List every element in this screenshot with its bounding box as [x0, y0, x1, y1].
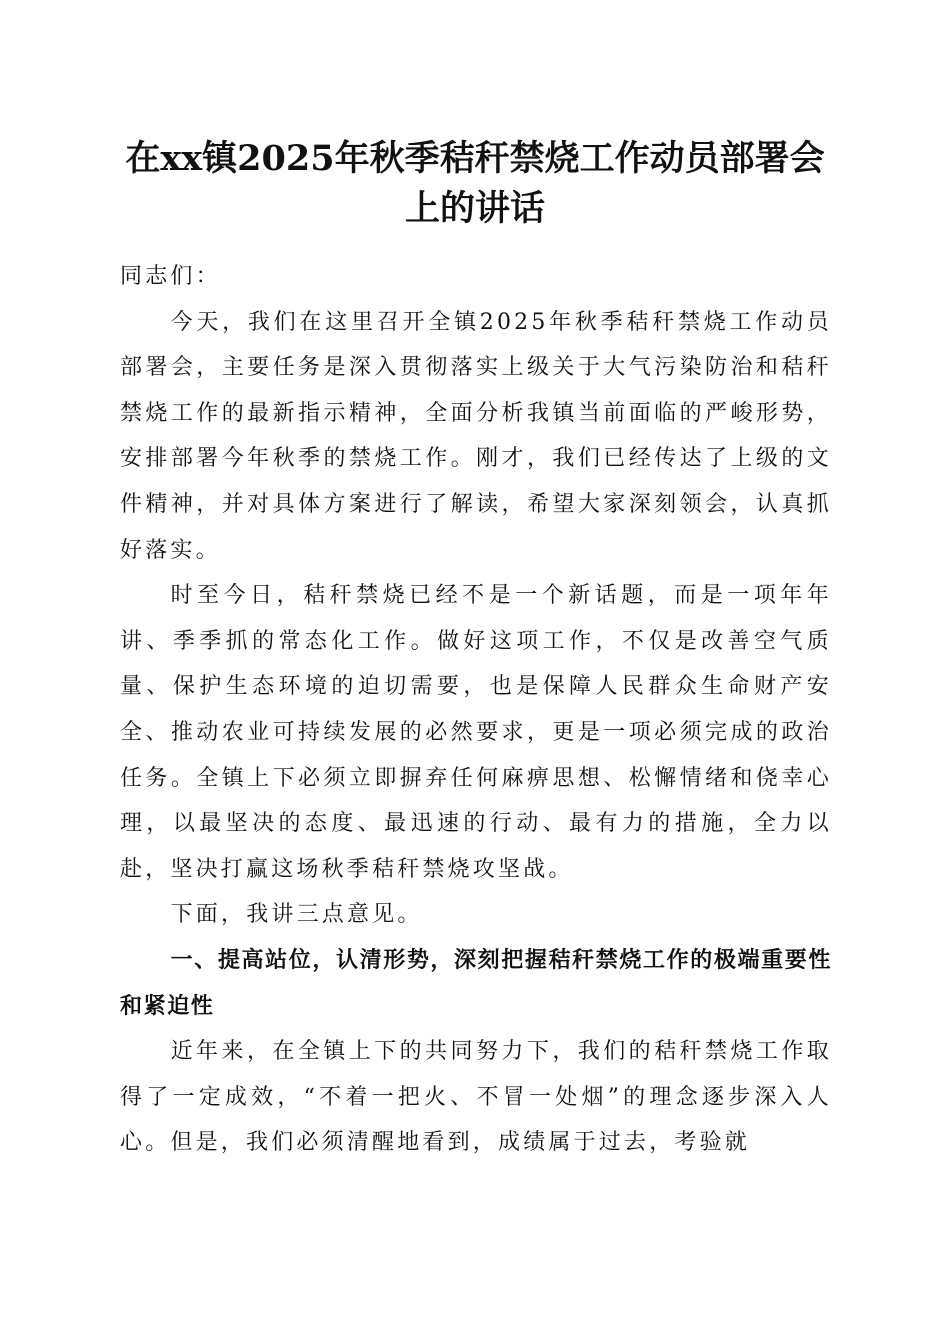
paragraph-section-1: 近年来，在全镇上下的共同努力下，我们的秸秆禁烧工作取得了一定成效，“不着一把火、不冒一处烟”的理念逐步深入人心。但是，我们必须清醒地看到，成绩属于过去，考验就 — [120, 1039, 832, 1156]
salutation: 同志们： — [120, 264, 221, 289]
paragraph-intro: 今天，我们在这里召开全镇2025年秋季秸秆禁烧工作动员部署会，主要任务是深入贯彻落实上级关于大气污染防治和秸秆禁烧工作的最新指示精神，全面分析我镇当前面临的严峻形势，安排部署今年秋季的禁烧工作。刚才，我们已经传达了上级的文件精神，并对具体方案进行了解读，希望大家深刻领会，认真抓好落实。 — [120, 309, 832, 563]
document-body — [120, 254, 832, 1166]
section-heading-1: 一、提高站位，认清形势，深刻把握秸秆禁烧工作的极端重要性和紧迫性 — [120, 947, 832, 1019]
paragraph-significance: 时至今日，秸秆禁烧已经不是一个新话题，而是一项年年讲、季季抓的常态化工作。做好这项工作，不仅是改善空气质量、保护生态环境的迫切需要，也是保障人民群众生命财产安全、推动农业可持续发展的必然要求，更是一项必须完成的政治任务。全镇上下必须立即摒弃任何麻痹思想、松懈情绪和侥幸心理，以最坚决的态度、最迅速的行动、最有力的措施，全力以赴，坚决打赢这场秋季秸秆禁烧攻坚战。 — [120, 583, 832, 882]
paragraph-transition: 下面，我讲三点意见。 — [170, 902, 423, 928]
document-title: 在xx镇2025年秋季秸秆禁烧工作动员部署会上的讲话 — [125, 138, 825, 229]
